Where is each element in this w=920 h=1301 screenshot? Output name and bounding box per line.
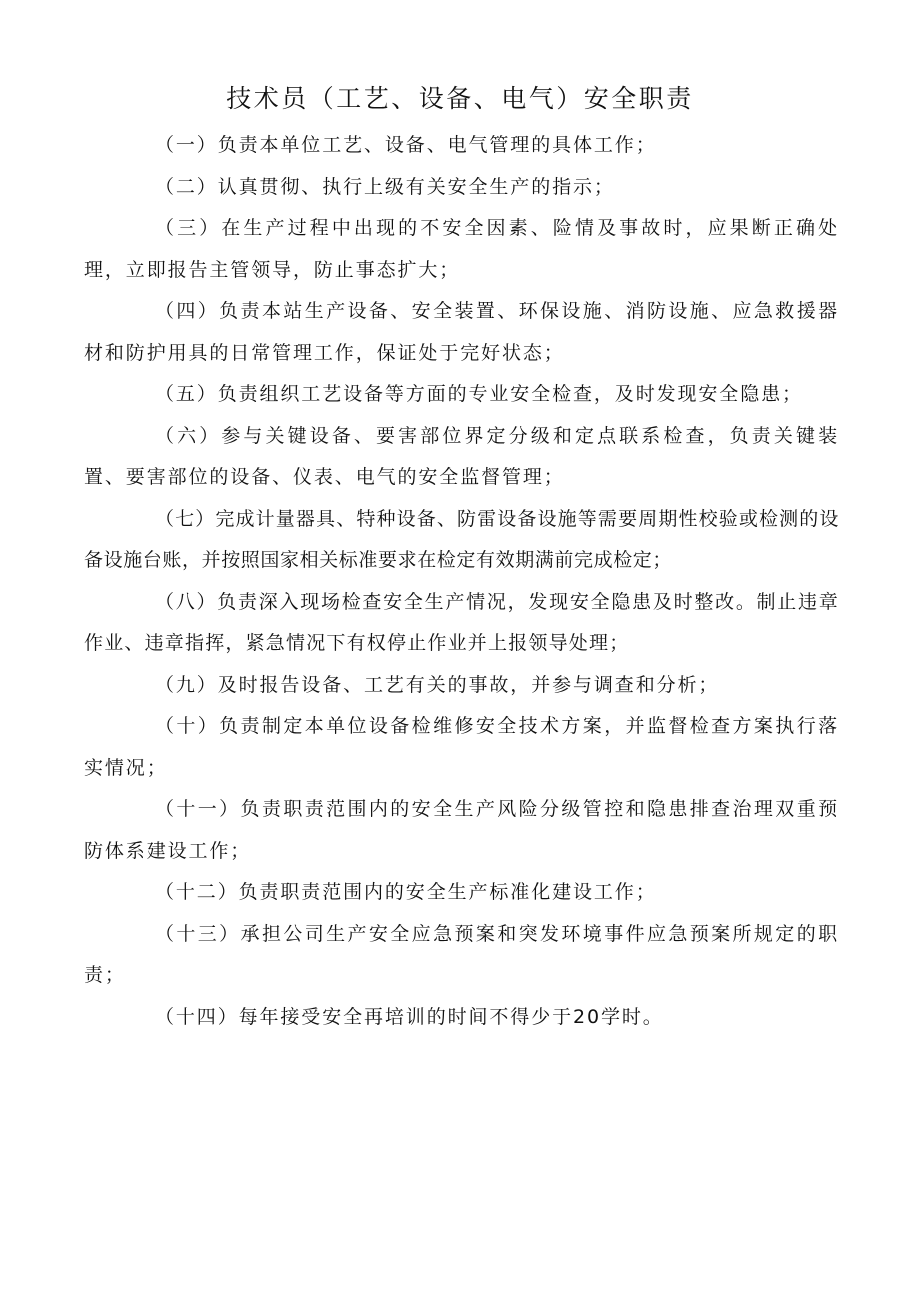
duty-item-14: （十四）每年接受安全再培训的时间不得少于20学时。 [155,1005,664,1028]
duty-item-11: （十一）负责职责范围内的安全生产风险分级管控和隐患排查治理双重预防体系建设工作； [84,798,839,862]
duty-item-7: （七）完成计量器具、特种设备、防雷设备设施等需要周期性校验或检测的设备设施台账，并按照国家相关标准要求在检定有效期满前完成检定； [84,507,839,571]
duty-item-8: （八）负责深入现场检查安全生产情况，发现安全隐患及时整改。制止违章作业、违章指挥，紧急情况下有权停止作业并上报领导处理； [84,590,839,654]
duty-item-3: （三）在生产过程中出现的不安全因素、险情及事故时，应果断正确处理，立即报告主管领导，防止事态扩大； [84,217,839,281]
duty-item-12: （十二）负责职责范围内的安全生产标准化建设工作； [155,881,657,903]
duty-item-2: （二）认真贯彻、执行上级有关安全生产的指示； [155,175,615,198]
duty-item-1: （一）负责本单位工艺、设备、电气管理的具体工作； [155,134,657,156]
duty-item-10: （十）负责制定本单位设备检维修安全技术方案，并监督检查方案执行落实情况； [84,715,839,779]
duty-item-9: （九）及时报告设备、工艺有关的事故，并参与调查和分析； [155,673,720,696]
document-title: 技术员（工艺、设备、电气）安全职责 [226,84,694,113]
duty-list [84,125,839,1038]
duty-item-6: （六）参与关键设备、要害部位界定分级和定点联系检查，负责关键装置、要害部位的设备、仪表、电气的安全监督管理； [84,424,839,488]
duty-item-5: （五）负责组织工艺设备等方面的专业安全检查，及时发现安全隐患； [155,383,803,405]
duty-item-4: （四）负责本站生产设备、安全装置、环保设施、消防设施、应急救援器材和防护用具的日常管理工作，保证处于完好状态； [84,300,839,364]
duty-item-13: （十三）承担公司生产安全应急预案和突发环境事件应急预案所规定的职责； [84,922,839,986]
